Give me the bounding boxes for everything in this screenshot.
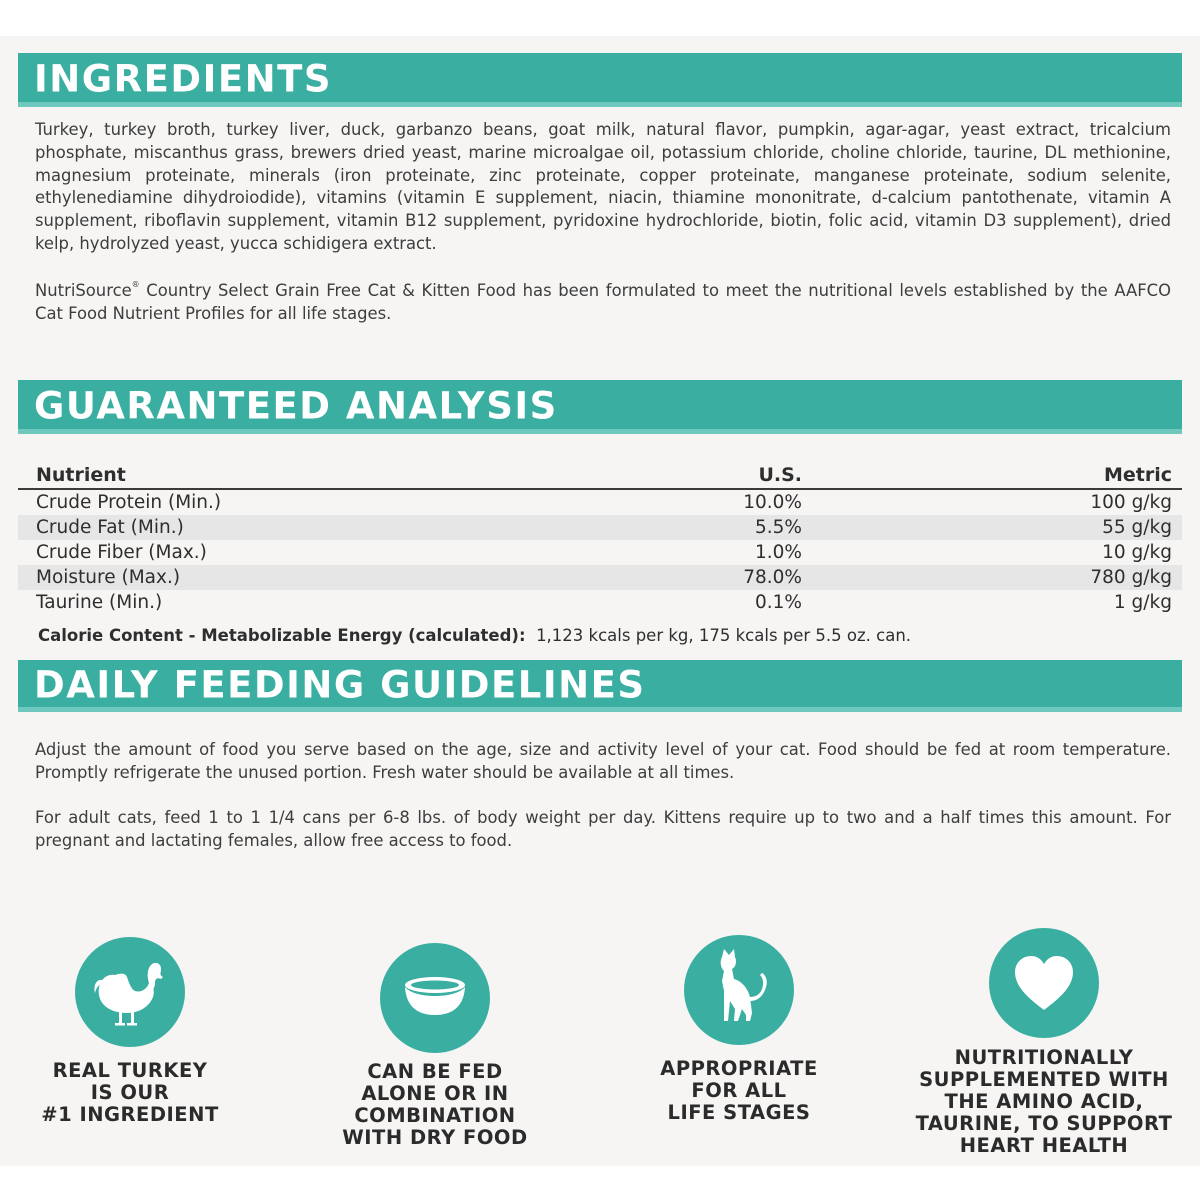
nutrient-us-value: 5.5% (576, 515, 802, 540)
calorie-content (38, 626, 911, 645)
nutrient-name: Taurine (Min.) (36, 592, 163, 613)
brand-name: NutriSource (35, 281, 132, 300)
aafco-statement-text: Country Select Grain Free Cat & Kitten Food has been formulated to meet the nutritional levels established by the AAFCO Cat Food Nutrient Profiles for all life stages. (35, 281, 1171, 323)
heart-badge-circle (989, 928, 1099, 1038)
table-row (18, 565, 1182, 590)
column-header-nutrient: Nutrient (18, 460, 576, 489)
nutrient-us-value: 1.0% (755, 542, 802, 563)
heart-icon (989, 928, 1099, 1038)
nutrient-us-value: 78.0% (576, 565, 802, 590)
nutrient-name: Moisture (Max.) (18, 565, 576, 590)
table-row (18, 489, 1182, 515)
nutrient-us-value: 0.1% (755, 592, 802, 613)
analysis-banner (18, 380, 1182, 434)
feeding-banner (18, 660, 1182, 712)
bowl-icon (380, 943, 490, 1053)
cat-icon (684, 935, 794, 1045)
nutrient-metric-value: 1 g/kg (1113, 592, 1172, 613)
feeding-paragraph-2: For adult cats, feed 1 to 1 1/4 cans per 6-8 lbs. of body weight per day. Kittens require up to two and a half times this amount. For pregnant and lactating females, allow free access to food. (35, 808, 1171, 850)
table-row (18, 590, 1182, 615)
nutrient-metric-value: 780 g/kg (802, 565, 1182, 590)
cat-badge-circle (684, 935, 794, 1045)
guaranteed-analysis-table (18, 460, 1182, 615)
badge-label-turkey: REAL TURKEY IS OUR #1 INGREDIENT (41, 1059, 219, 1126)
calorie-label: Calorie Content - Metabolizable Energy (calculated): (38, 626, 526, 645)
bowl-badge-circle (380, 943, 490, 1053)
turkey-badge-circle (75, 937, 185, 1047)
column-header-metric: Metric (802, 460, 1182, 489)
analysis-heading: GUARANTEED ANALYSIS (34, 384, 558, 428)
table-row (18, 540, 1182, 565)
badge-label-bowl: CAN BE FED ALONE OR IN COMBINATION WITH DRY FOOD (342, 1060, 528, 1149)
badge-label-cat: APPROPRIATE FOR ALL LIFE STAGES (660, 1057, 818, 1124)
nutrient-name: Crude Protein (Min.) (36, 492, 222, 513)
aafco-statement (35, 280, 1171, 326)
ingredients-list: Turkey, turkey broth, turkey liver, duck, garbanzo beans, goat milk, natural flavor, pumpkin, agar-agar, yeast extract, tricalcium phosphate, miscanthus grass, brewers dried yeast, marine microalgae oil, potassium chloride, choline chloride, taurine, DL methionine, magnesium proteinate, minerals (iron proteinate, zinc proteinate, copper proteinate, manganese proteinate, sodium selenite, ethylenediamine dihydroiodide), vitamins (vitamin E supplement, niacin, thiamine mononitrate, d-calcium pantothenate, vitamin A supplement, riboflavin supplement, vitamin B12 supplement, pyridoxine hydrochloride, biotin, folic acid, vitamin D3 supplement), dried kelp, hydrolyzed yeast, yucca schidigera extract. (35, 120, 1171, 253)
nutrient-metric-value: 10 g/kg (1102, 542, 1172, 563)
nutrient-name: Crude Fiber (Max.) (36, 542, 207, 563)
nutrient-name: Crude Fat (Min.) (18, 515, 576, 540)
ingredients-banner (18, 53, 1182, 107)
nutrient-us-value: 10.0% (743, 492, 802, 513)
calorie-value: 1,123 kcals per kg, 175 kcals per 5.5 oz. can. (536, 626, 912, 645)
feeding-heading: DAILY FEEDING GUIDELINES (34, 663, 646, 707)
table-row (18, 515, 1182, 540)
ingredients-heading: INGREDIENTS (34, 57, 332, 101)
table-header-row (18, 460, 1182, 489)
badge-label-heart: NUTRITIONALLY SUPPLEMENTED WITH THE AMINO ACID, TAURINE, TO SUPPORT HEART HEALTH (915, 1046, 1173, 1157)
registered-mark: ® (131, 280, 140, 289)
nutrient-metric-value: 100 g/kg (1090, 492, 1172, 513)
nutrient-metric-value: 55 g/kg (802, 515, 1182, 540)
feeding-paragraph-1: Adjust the amount of food you serve based on the age, size and activity level of your cat. Food should be fed at room temperature. Promptly refrigerate the unused portion. Fresh water should be available at all times. (35, 740, 1171, 782)
turkey-icon (75, 937, 185, 1047)
column-header-us: U.S. (576, 460, 802, 489)
